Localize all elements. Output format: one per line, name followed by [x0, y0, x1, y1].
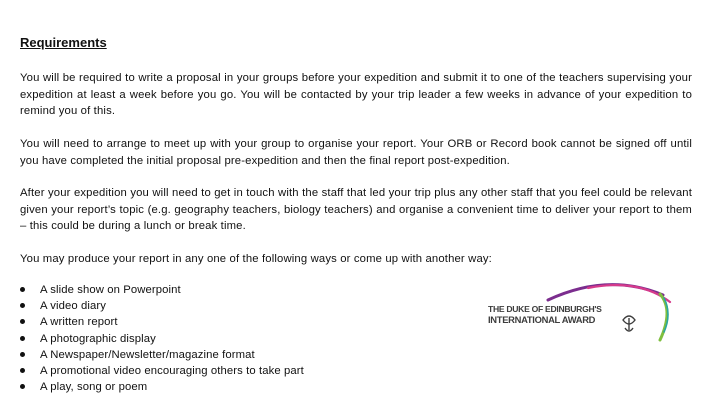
- bullet-icon: [20, 303, 25, 308]
- bullet-icon: [20, 336, 25, 341]
- report-format-list: [20, 282, 304, 395]
- bullet-icon: [20, 384, 25, 389]
- list-item: A photographic display: [20, 331, 304, 347]
- list-item: A slide show on Powerpoint: [20, 282, 304, 298]
- list-item: A play, song or poem: [20, 379, 304, 395]
- list-item: A written report: [20, 314, 304, 330]
- bullet-icon: [20, 319, 25, 324]
- paragraph-meet-group: You will need to arrange to meet up with your group to organise your report. Your ORB or Record book cannot be signed off until you have completed the initial proposal pre-expedition and then the final report post-expedition.: [20, 138, 692, 167]
- duke-of-edinburgh-award-logo: [488, 280, 678, 350]
- bullet-icon: [20, 368, 25, 373]
- bullet-icon: [20, 287, 25, 292]
- crest-icon: [623, 316, 635, 331]
- bullet-icon: [20, 352, 25, 357]
- paragraph-report-formats: You may produce your report in any one of the following ways or come up with another way:: [20, 253, 492, 265]
- logo-text: THE DUKE OF EDINBURGH'S INTERNATIONAL AWARD: [488, 304, 602, 325]
- paragraph-after-expedition: After your expedition you will need to get in touch with the staff that led your trip plus any other staff that you feel could be relevant given your report’s topic (e.g. geography teachers, biology teachers) and organise a convenient time to deliver your report to them – this could be during a lunch or break time.: [20, 187, 692, 232]
- list-item: A promotional video encouraging others to take part: [20, 363, 304, 379]
- section-heading: Requirements: [20, 35, 107, 50]
- list-item: A Newspaper/Newsletter/magazine format: [20, 347, 304, 363]
- list-item: A video diary: [20, 298, 304, 314]
- paragraph-proposal: You will be required to write a proposal in your groups before your expedition and submit it to one of the teachers supervising your expedition at least a week before you go. You will be contacted by your trip leader a few weeks in advance of your expedition to remind you of this.: [20, 72, 692, 117]
